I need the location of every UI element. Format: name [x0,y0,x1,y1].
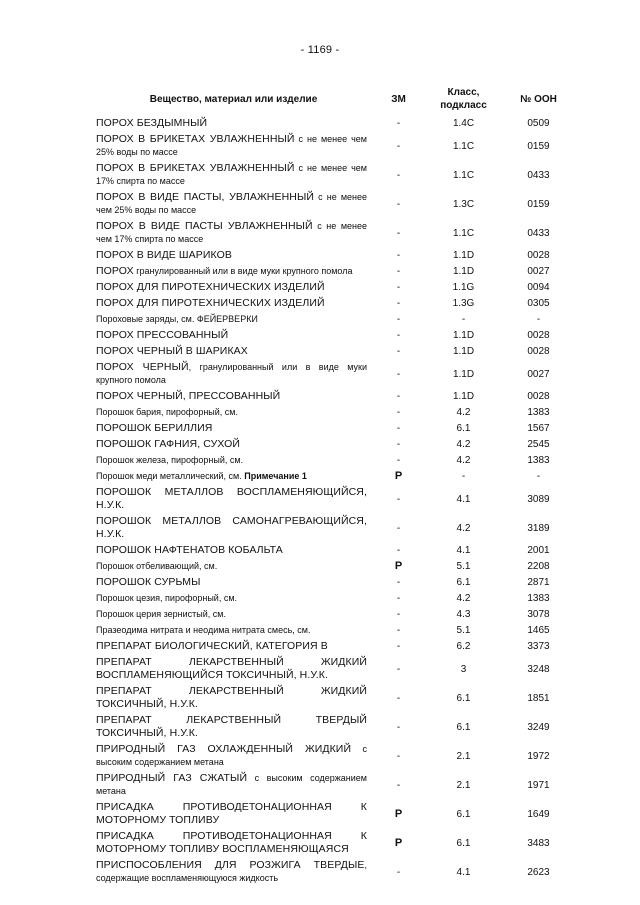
substance-name-part: ПОРОХ ПРЕССОВАННЫЙ [96,329,229,341]
substance-name-part: ПОРОХ В ВИДЕ ПАСТЫ УВЛАЖНЕННЫЙ [96,220,313,232]
header-substance: Вещество, материал или изделие [149,93,318,105]
table-row [96,591,576,607]
substance-name [96,829,371,858]
substance-name [96,684,371,713]
substance-name [96,655,371,684]
substance-name [96,639,371,655]
un-number-cell: 0509 [527,118,550,129]
substance-name [96,344,371,360]
table-row [96,858,576,887]
class-cell: 6.1 [456,423,471,434]
table-row [96,655,576,684]
class-cell: 5.1 [456,561,471,572]
table-row [96,389,576,405]
substance-name-part: ПОРОХ В ВИДЕ ПАСТЫ, УВЛАЖНЕННЫЙ [96,191,314,203]
class-cell: 1.3G [452,298,475,309]
class-cell: 6.1 [456,577,471,588]
substance-name-part: ПОРОХ ДЛЯ ПИРОТЕХНИЧЕСКИХ ИЗДЕЛИЙ [96,281,325,293]
zm-cell: - [396,577,401,588]
table-row [96,264,576,280]
class-cell: 1.4C [452,118,475,129]
zm-cell: - [396,368,401,380]
class-cell: 6.1 [456,721,471,733]
zm-cell: - [396,266,401,277]
header-zm: ЗМ [391,93,406,105]
table-row [96,296,576,312]
table-row [96,437,576,453]
zm-cell: - [396,407,401,418]
un-number-cell: 0159 [527,140,550,152]
un-number-cell: 0027 [527,368,550,380]
substance-name-part: с не менее чем 25% воды по массе [96,192,367,215]
zm-cell: - [396,439,401,450]
table-row [96,360,576,389]
un-number-cell: 1383 [527,593,550,604]
table-row [96,312,576,328]
substance-name [96,190,371,219]
substance-name-part: Порошок меди металлический, см. [96,471,245,481]
substance-name-part: ПОРОШОК МЕТАЛЛОВ ВОСПЛАМЕНЯЮЩИЙСЯ, Н.У.К. [96,486,367,511]
substance-name [96,575,371,591]
un-number-cell: - [536,314,541,325]
un-number-cell: 0159 [527,198,550,210]
table-row [96,485,576,514]
table-row [96,405,576,421]
class-cell: 1.1G [452,282,475,293]
substance-name [96,514,371,543]
header-class-line1: Класс, [447,87,480,98]
table-row [96,829,576,858]
class-cell: 1.1C [452,169,475,181]
class-cell: 6.2 [456,641,471,652]
zm-cell: P [394,560,403,572]
table-row [96,623,576,639]
substance-name-part: ПОРОШОК БЕРИЛЛИЯ [96,422,213,434]
un-number-cell: 2623 [527,866,550,878]
un-number-cell: 1383 [527,455,550,466]
table-row [96,575,576,591]
substance-name [96,312,371,328]
un-number-cell: 1383 [527,407,550,418]
dangerous-goods-table [96,86,576,887]
substance-name [96,132,371,161]
header-un-number: № ООН [520,93,557,105]
substance-name [96,713,371,742]
class-cell: 2.1 [456,779,471,791]
zm-cell: - [396,314,401,325]
zm-cell: - [396,493,401,505]
zm-cell: - [396,663,401,675]
zm-cell: - [396,593,401,604]
zm-cell: P [394,836,403,849]
un-number-cell: 0028 [527,330,550,341]
substance-name [96,800,371,829]
class-cell: 1.1D [452,330,475,341]
table-row [96,248,576,264]
table-row [96,543,576,559]
class-cell: 4.1 [456,493,471,505]
zm-cell: - [396,545,401,556]
substance-name-part: с высоким содержанием метана [96,773,367,796]
substance-name [96,437,371,453]
substance-name-part: Порошок железа, пирофорный, см. [96,455,244,465]
substance-name [96,858,371,887]
substance-name-part: с не менее чем 17% спирта по массе [96,221,367,244]
zm-cell: - [396,609,401,620]
table-row [96,280,576,296]
substance-name-part: ПОРОХ БЕЗДЫМНЫЙ [96,117,208,129]
class-cell: 4.2 [456,593,471,604]
zm-cell: - [396,866,401,878]
class-cell: 1.1C [452,227,475,239]
substance-name-part: с высоким содержанием метана [96,744,367,767]
zm-cell: - [396,198,401,210]
table-row [96,639,576,655]
un-number-cell: 3189 [527,522,550,534]
class-cell: - [461,471,466,482]
un-number-cell: 1567 [527,423,550,434]
substance-name-part: ПРЕПАРАТ БИОЛОГИЧЕСКИЙ, КАТЕГОРИЯ В [96,640,328,652]
page-number: - 1169 - [300,44,340,56]
zm-cell: - [396,750,401,762]
substance-name [96,161,371,190]
table-row [96,559,576,575]
header-row [96,86,576,116]
un-number-cell: 1649 [527,808,550,820]
class-cell: 2.1 [456,750,471,762]
un-number-cell: 2871 [527,577,550,588]
substance-name-part: ПОРОХ ДЛЯ ПИРОТЕХНИЧЕСКИХ ИЗДЕЛИЙ [96,297,325,309]
zm-cell: - [396,169,401,181]
header-class [426,86,501,116]
substance-name-part: ПРИСПОСОБЛЕНИЯ ДЛЯ РОЗЖИГА ТВЕРДЫЕ [96,859,365,871]
substance-name-part: ПОРОХ ЧЕРНЫЙ, ПРЕССОВАННЫЙ [96,390,281,402]
substance-name-part: Празеодима нитрата и неодима нитрата смесь, см. [96,625,311,635]
class-cell: 4.2 [456,439,471,450]
substance-name [96,421,371,437]
header-class-line2: подкласс [440,100,487,111]
un-number-cell: - [536,471,541,482]
zm-cell: - [396,298,401,309]
substance-name-part: ПРИСАДКА ПРОТИВОДЕТОНАЦИОННАЯ К МОТОРНОМУ ТОПЛИВУ [96,801,367,826]
substance-name [96,219,371,248]
table-row [96,328,576,344]
un-number-cell: 3373 [527,641,550,652]
zm-cell: - [396,455,401,466]
table-header [96,86,576,116]
substance-name [96,771,371,800]
substance-name [96,296,371,312]
zm-cell: - [396,227,401,239]
zm-cell: - [396,721,401,733]
zm-cell: - [396,522,401,534]
substance-name-part: ПОРОХ ЧЕРНЫЙ [96,361,189,373]
zm-cell: - [396,692,401,704]
zm-cell: - [396,641,401,652]
un-number-cell: 0028 [527,346,550,357]
class-cell: 4.1 [456,866,471,878]
class-cell: 6.1 [456,837,471,849]
class-cell: 5.1 [456,625,471,636]
un-number-cell: 1851 [527,692,550,704]
substance-name-part: ПОРОХ ЧЕРНЫЙ В ШАРИКАХ [96,345,248,357]
table-row [96,469,576,485]
un-number-cell: 0028 [527,391,550,402]
zm-cell: - [396,330,401,341]
zm-cell: P [394,807,403,820]
table-row [96,771,576,800]
substance-name [96,607,371,623]
class-cell: - [461,314,466,325]
table-row [96,219,576,248]
class-cell: 1.1D [452,391,475,402]
substance-name [96,116,371,132]
substance-name-part: гранулированный или в виде муки крупного помола [133,266,353,276]
substance-name-part: , гранулированный или в виде муки крупного помола [96,362,368,385]
zm-cell: - [396,779,401,791]
substance-name-part: Примечание 1 [244,471,307,481]
table-body [96,116,576,887]
class-cell: 4.2 [456,522,471,534]
table-row [96,116,576,132]
substance-name-part: ПОРОШОК СУРЬМЫ [96,576,201,588]
table-row [96,421,576,437]
zm-cell: - [396,140,401,152]
table-row [96,684,576,713]
un-number-cell: 0028 [527,250,550,261]
table-row [96,713,576,742]
substance-name-part: ПОРОШОК ГАФНИЯ, СУХОЙ [96,438,241,450]
class-cell: 1.1D [452,346,475,357]
zm-cell: - [396,391,401,402]
un-number-cell: 2001 [527,545,550,556]
substance-name [96,328,371,344]
class-cell: 1.1D [452,250,475,261]
substance-name-part: ПРЕПАРАТ ЛЕКАРСТВЕННЫЙ ЖИДКИЙ ТОКСИЧНЫЙ, Н.У.К. [96,685,367,710]
class-cell: 1.1C [452,140,475,152]
un-number-cell: 1972 [527,750,550,762]
class-cell: 1.1D [452,266,475,277]
substance-name-part: ПОРОХ В ВИДЕ ШАРИКОВ [96,249,232,261]
un-number-cell: 2545 [527,439,550,450]
zm-cell: - [396,282,401,293]
table-row [96,132,576,161]
substance-name-part: Порошок церия зернистый, см. [96,609,226,619]
un-number-cell: 0433 [527,227,550,239]
table-row [96,742,576,771]
class-cell: 4.3 [456,609,471,620]
class-cell: 6.1 [456,692,471,704]
class-cell: 1.1D [452,368,475,380]
substance-name-part: ПОРОХ [96,265,134,277]
substance-name-part: Пороховые заряды, см. ФЕЙЕРВЕРКИ [96,314,258,324]
un-number-cell: 2208 [527,561,550,572]
substance-name-part: ПРИРОДНЫЙ ГАЗ СЖАТЫЙ [96,772,248,784]
table-row [96,190,576,219]
substance-name [96,485,371,514]
class-cell: 1.3C [452,198,475,210]
substance-name [96,469,371,485]
un-number-cell: 3483 [527,837,550,849]
table-row [96,607,576,623]
class-cell: 4.2 [456,455,471,466]
substance-name-part: ПРИРОДНЫЙ ГАЗ ОХЛАЖДЕННЫЙ ЖИДКИЙ [96,743,352,755]
substance-name [96,360,371,389]
un-number-cell: 3078 [527,609,550,620]
table-row [96,453,576,469]
un-number-cell: 3248 [527,663,550,675]
table-row [96,161,576,190]
un-number-cell: 0305 [527,298,550,309]
substance-name [96,742,371,771]
un-number-cell: 3249 [527,721,550,733]
substance-name-part: с не менее чем 25% воды по массе [96,134,367,157]
substance-name [96,280,371,296]
zm-cell: - [396,250,401,261]
table-row [96,344,576,360]
substance-name-part: ПОРОШОК НАФТЕНАТОВ КОБАЛЬТА [96,544,283,556]
substance-name-part: Порошок цезия, пирофорный, см. [96,593,238,603]
table-row [96,514,576,543]
substance-name [96,591,371,607]
un-number-cell: 1465 [527,625,550,636]
substance-name [96,405,371,421]
substance-name [96,543,371,559]
un-number-cell: 0433 [527,169,550,181]
substance-name [96,264,371,280]
class-cell: 6.1 [456,808,471,820]
class-cell: 3 [460,663,467,675]
zm-cell: P [394,470,403,482]
substance-name-part: ПРИСАДКА ПРОТИВОДЕТОНАЦИОННАЯ К МОТОРНОМУ ТОПЛИВУ ВОСПЛАМЕНЯЮЩАЯСЯ [96,830,367,855]
substance-name-part: ПОРОХ В БРИКЕТАХ УВЛАЖНЕННЫЙ [96,162,295,174]
substance-name-part: с не менее чем 17% спирта по массе [96,163,367,186]
substance-name-part: ПОРОШОК МЕТАЛЛОВ САМОНАГРЕВАЮЩИЙСЯ, Н.У.К. [96,515,367,540]
class-cell: 4.1 [456,545,471,556]
substance-name-part: ПОРОХ В БРИКЕТАХ УВЛАЖНЕННЫЙ [96,133,295,145]
substance-name [96,248,371,264]
un-number-cell: 1971 [527,779,550,791]
class-cell: 4.2 [456,407,471,418]
zm-cell: - [396,346,401,357]
zm-cell: - [396,423,401,434]
substance-name-part: Порошок отбеливающий, см. [96,561,218,571]
substance-name [96,623,371,639]
zm-cell: - [396,625,401,636]
substance-name-part: ПРЕПАРАТ ЛЕКАРСТВЕННЫЙ ТВЕРДЫЙ ТОКСИЧНЫЙ, Н.У.К. [96,714,367,739]
zm-cell: - [396,118,401,129]
un-number-cell: 3089 [527,493,550,505]
table-row [96,800,576,829]
un-number-cell: 0027 [527,266,550,277]
un-number-cell: 0094 [527,282,550,293]
substance-name-part: , содержащие воспламеняющуюся жидкость [96,860,367,883]
substance-name [96,453,371,469]
substance-name-part: Порошок бария, пирофорный, см. [96,407,238,417]
substance-name [96,389,371,405]
substance-name-part: ПРЕПАРАТ ЛЕКАРСТВЕННЫЙ ЖИДКИЙ ВОСПЛАМЕНЯЮЩИЙСЯ ТОКСИЧНЫЙ, Н.У.К. [96,656,367,681]
substance-name [96,559,371,575]
